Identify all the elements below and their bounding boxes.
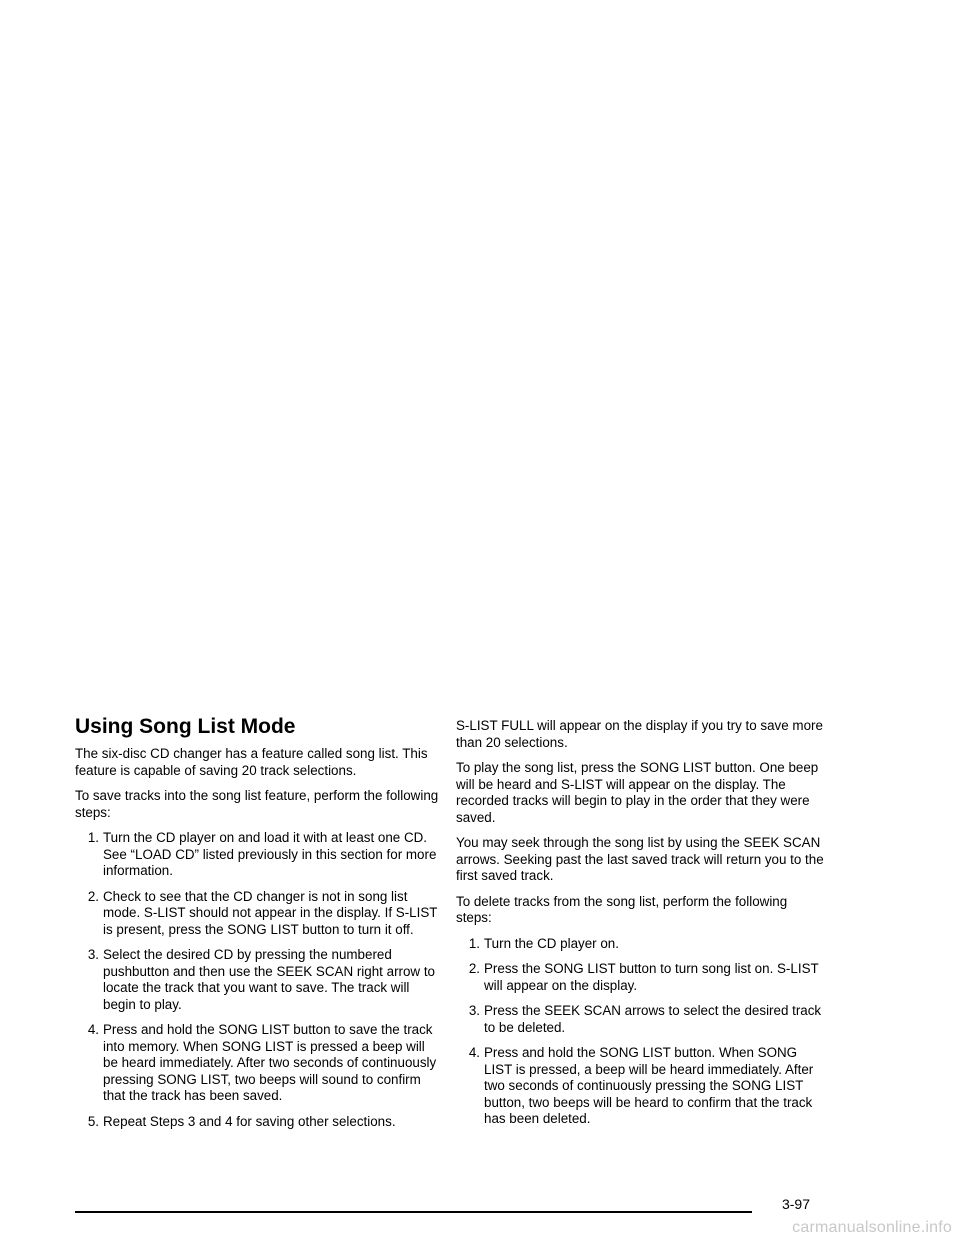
step-text: Press and hold the SONG LIST button. When SONG LIST is pressed, a beep will be heard immediately. After two seconds of continuously pressing the SONG LIST button, two beeps will be heard to confirm that the track has been deleted. [484,1045,814,1126]
step-text: Press the SONG LIST button to turn song list on. S-LIST will appear on the display. [484,961,819,993]
step-text: Turn the CD player on and load it with at least one CD. See “LOAD CD” listed previously in this section for more information. [103,830,437,878]
list-item [75,830,440,880]
save-steps-list [75,830,440,1130]
page-number: 3-97 [781,1196,810,1212]
step-number: 4. [87,1022,99,1037]
list-item [75,947,440,1013]
list-item [456,936,826,953]
save-steps-intro: To save tracks into the song list feature, perform the following steps: [75,788,439,820]
footer-rule [75,1211,752,1213]
seek-paragraph: You may seek through the song list by using the SEEK SCAN arrows. Seeking past the last saved track will return you to the first saved track. [456,835,824,883]
list-item [75,1114,440,1131]
step-number: 2. [468,961,480,976]
delete-steps-intro: To delete tracks from the song list, perform the following steps: [456,893,788,925]
step-text: Press the SEEK SCAN arrows to select the desired track to be deleted. [484,1003,822,1035]
section-title: Using Song List Mode [75,715,296,738]
step-text: Repeat Steps 3 and 4 for saving other selections. [103,1113,396,1129]
step-text: Check to see that the CD changer is not in song list mode. S-LIST should not appear in the display. If S-LIST is present, press the SONG LIST button to turn it off. [103,888,438,937]
list-item [75,1022,440,1105]
delete-steps-list [456,936,826,1128]
step-number: 2. [87,888,99,904]
play-paragraph: To play the song list, press the SONG LIST button. One beep will be heard and S-LIST will appear on the display. The recorded tracks will begin to play in the order that they were saved. [456,760,819,825]
watermark-text: carmanualsonline.info [792,1219,952,1236]
step-number: 4. [468,1045,480,1060]
right-column [456,714,826,1137]
list-full-note: S-LIST FULL will appear on the display if you try to save more than 20 selections. [456,718,823,750]
step-number: 3. [87,947,99,962]
list-item [75,889,440,939]
step-text: Press and hold the SONG LIST button to save the track into memory. When SONG LIST is pressed a beep will be heard immediately. After two seconds of continuously pressing SONG LIST, two beeps will sound to confirm that the track has been saved. [103,1022,437,1103]
list-item [456,1045,826,1128]
list-item [456,961,826,994]
step-number: 3. [468,1003,480,1018]
step-text: Select the desired CD by pressing the numbered pushbutton and then use the SEEK SCAN right arrow to locate the track that you want to save. The track will begin to play. [103,947,435,1012]
left-column [75,714,440,1139]
list-item [456,1003,826,1036]
step-number: 1. [468,935,480,951]
step-number: 1. [87,830,99,845]
step-number: 5. [87,1113,99,1129]
step-text: Turn the CD player on. [484,935,619,951]
intro-paragraph: The six-disc CD changer has a feature called song list. This feature is capable of saving 20 track selections. [75,746,428,778]
